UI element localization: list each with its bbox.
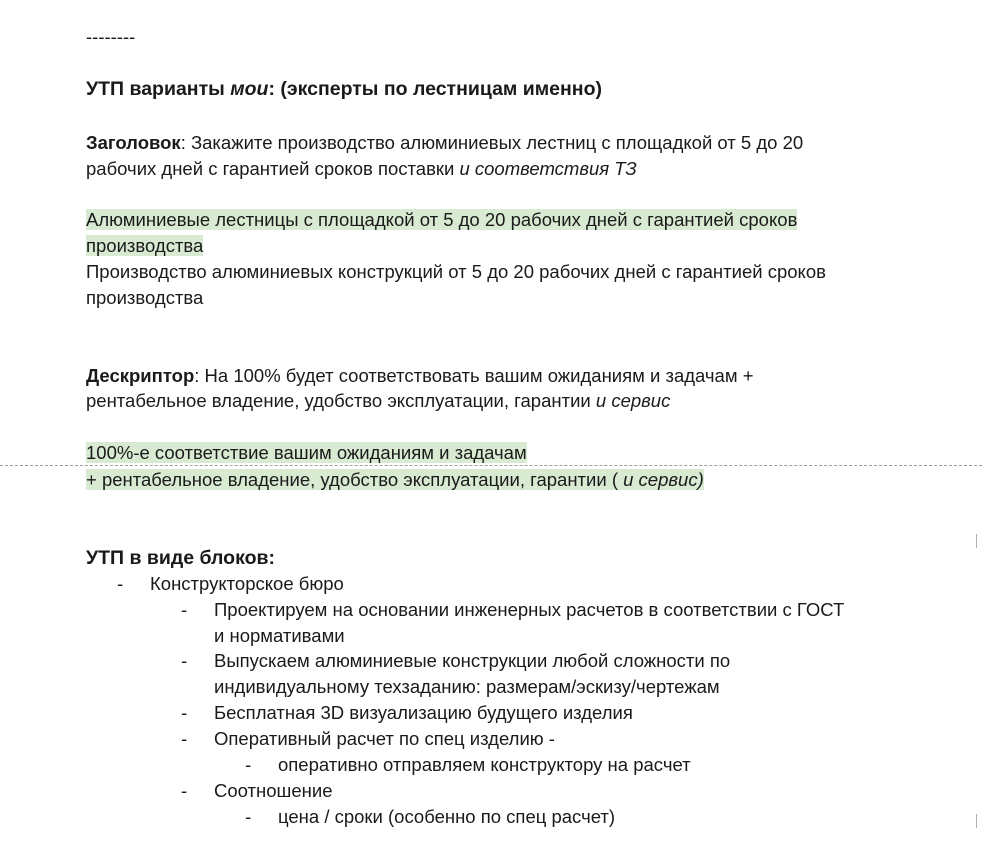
list-item: индивидуальному техзаданию: размерам/эскизу/чертежам [214,676,720,697]
list-item-dash: - [181,728,188,749]
blocks-heading [86,545,275,571]
list-item: и нормативами [214,625,345,646]
descriptor-line-2 [86,388,670,414]
margin-marker [976,534,977,548]
title [86,76,602,102]
list-item-dash: - [245,754,252,775]
descriptor-text-2: рентабельное владение, удобство эксплуатации, гарантии [86,390,596,411]
blocks-heading-text: УТП в виде блоков: [86,547,275,569]
list-item-dash: - [181,780,188,801]
variant1-line-2 [86,233,203,259]
headline-line-2 [86,156,637,182]
headline-text-2: рабочих дней с гарантией сроков поставки [86,158,460,179]
descriptor-label: Дескриптор [86,365,195,386]
variant2-line-1 [86,259,826,285]
list-item-dash: - [245,806,252,827]
variant2-text-1: Производство алюминиевых конструкций от 5 до 20 рабочих дней с гарантией сроков [86,261,826,282]
list-item-dash: - [181,599,188,620]
descriptor-variant-text-2: + рентабельное владение, удобство эксплуатации, гарантии ( [86,469,624,490]
list-item: цена / сроки (особенно по спец расчет) [278,806,616,827]
margin-marker [976,814,977,828]
headline-text: : Закажите производство алюминиевых лестниц с площадкой от 5 до 20 [180,132,804,153]
list-item: Конструкторское бюро [150,573,344,594]
title-part-1: УТП варианты [86,78,231,100]
separator-text: -------- [86,26,136,47]
list-item: Выпускаем алюминиевые конструкции любой сложности по [214,650,731,671]
list-item: Оперативный расчет по спец изделию - [214,728,555,749]
title-part-italic: мои [230,78,269,100]
list-item-dash: - [181,650,188,671]
list-item: оперативно отправляем конструктору на расчет [278,754,691,775]
variant1-text-2: производства [86,235,204,256]
headline-italic: и соответствия ТЗ [459,158,637,179]
variant2-line-2 [86,285,203,311]
descriptor-variant-italic: и сервис) [623,469,704,490]
page-break-line [0,465,982,466]
descriptor-variant-line-2 [86,467,704,493]
descriptor-variant-line-1 [86,440,527,466]
list-item: Проектируем на основании инженерных расчетов в соответствии с ГОСТ [214,599,845,620]
headline-line-1 [86,130,803,156]
descriptor-variant-text-1: 100%-е соответствие вашим ожиданиям и задачам [86,442,527,463]
list-item: Бесплатная 3D визуализацию будущего изделия [214,702,633,723]
headline-label: Заголовок [86,132,181,153]
list-item-dash: - [181,702,188,723]
descriptor-line-1 [86,363,754,389]
title-part-3: : (эксперты по лестницам именно) [268,78,602,100]
list-item: Соотношение [214,780,333,801]
descriptor-italic: и сервис [595,390,671,411]
separator-line [86,24,135,50]
list-item-dash: - [117,573,124,594]
descriptor-text: : На 100% будет соответствовать вашим ожиданиям и задачам + [194,365,754,386]
variant1-text-1: Алюминиевые лестницы с площадкой от 5 до 20 рабочих дней с гарантией сроков [86,209,798,230]
variant2-text-2: производства [86,287,204,308]
variant1-line-1 [86,207,797,233]
